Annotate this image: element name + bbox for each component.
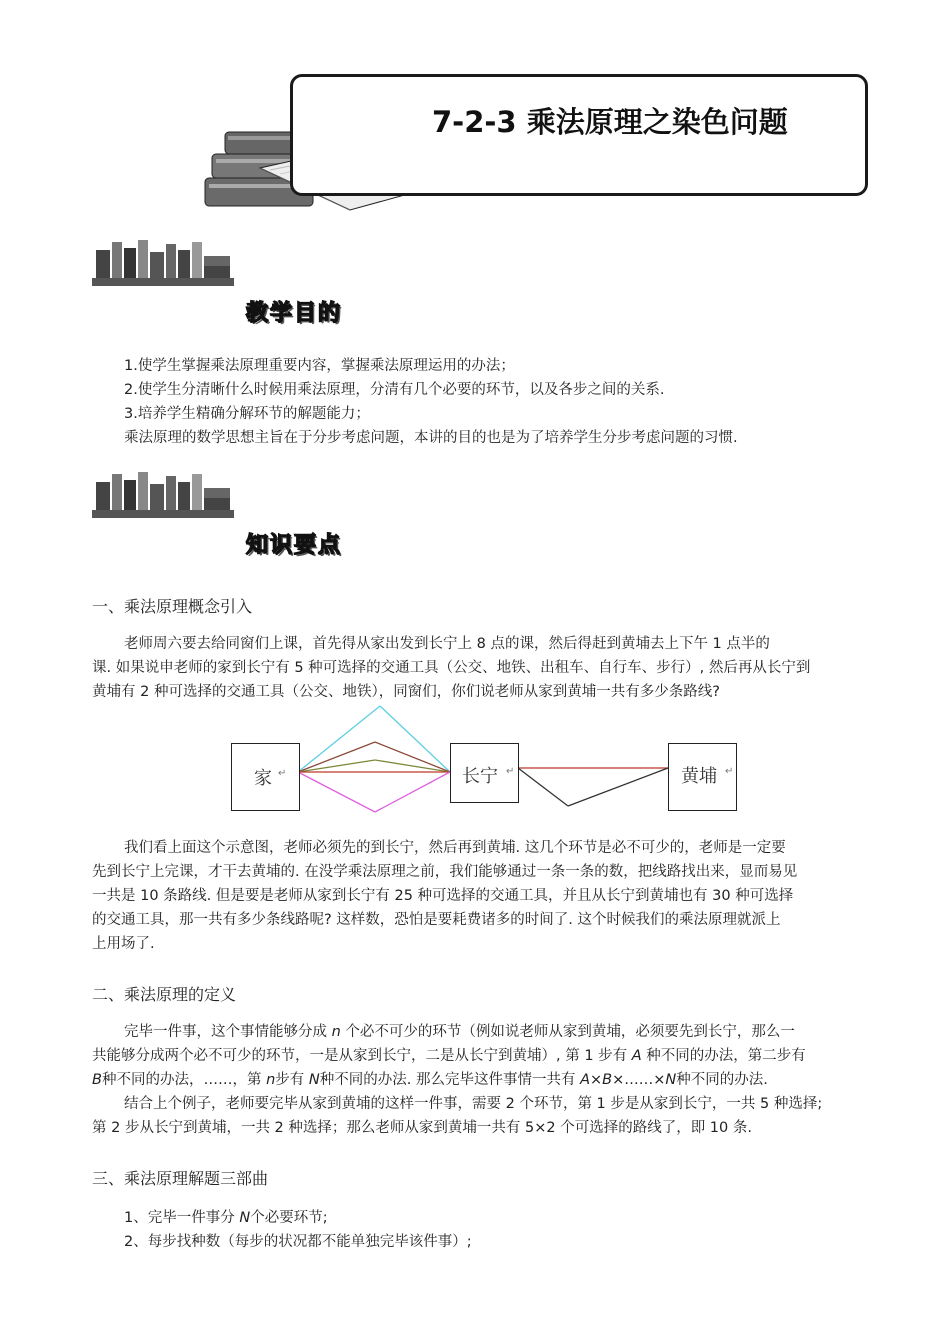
diagram-node-changning: 长宁 ↵: [450, 743, 519, 803]
paragraph-line: 我们看上面这个示意图，老师必须先的到长宁，然后再到黄埔. 这几个环节是必不可少的，老师是一定要: [124, 840, 786, 856]
definition-line: 第 2 步从长宁到黄埔，一共 2 种选择；那么老师从家到黄埔一共有 5×2 个可选择的路线了，即 10 条.: [92, 1120, 752, 1136]
paragraph-line: 课. 如果说申老师的家到长宁有 5 种可选择的交通工具（公交、地铁、出租车、自行车、步行）, 然后再从长宁到: [92, 660, 811, 676]
route-line: [518, 768, 568, 806]
paragraph-line: 先到长宁上完课，才干去黄埔的. 在没学乘法原理之前，我们能够通过一条一条的数，把线路找出来，显而易见: [92, 864, 798, 880]
bookshelf-icon: [92, 238, 234, 290]
objective-line: 乘法原理的数学思想主旨在于分步考虑问题，本讲的目的也是为了培养学生分步考虑问题的习惯.: [124, 430, 738, 446]
part-title: 一、乘法原理概念引入: [92, 597, 253, 616]
objective-line: 3.培养学生精确分解环节的解题能力；: [124, 406, 370, 422]
paragraph-line: 的交通工具，那一共有多少条线路呢? 这样数，恐怕是要耗费诸多的时间了. 这个时候我们的乘法原理就派上: [92, 912, 781, 928]
step-line: 2、每步找种数（每步的状况都不能单独完毕该件事）;: [124, 1234, 472, 1250]
objective-line: 1.使学生掌握乘法原理重要内容，掌握乘法原理运用的办法；: [124, 358, 515, 374]
route-line: [375, 772, 450, 812]
paragraph-line: 老师周六要去给同窗们上课，首先得从家出发到长宁上 8 点的课，然后得赶到黄埔去上下午 1 点半的: [124, 636, 770, 652]
section-heading-key-points: 知识要点: [246, 533, 343, 558]
route-line: [375, 742, 450, 772]
definition-line: 结合上个例子，老师要完毕从家到黄埔的这样一件事，需要 2 个环节，第 1 步是从家到长宁，一共 5 种选择;: [124, 1096, 823, 1112]
definition-line: B种不同的办法，……，第 n步有 N种不同的办法. 那么完毕这件事情一共有 A×B×……×N种不同的办法.: [92, 1072, 768, 1088]
paragraph-line: 一共是 10 条路线. 但是要是老师从家到长宁有 25 种可选择的交通工具，并且从长宁到黄埔也有 30 种可选择: [92, 888, 794, 904]
paragraph-line: 黄埔有 2 种可选择的交通工具（公交、地铁），同窗们，你们说老师从家到黄埔一共有多少条路线?: [92, 684, 720, 700]
route-line: [298, 760, 375, 772]
route-line: [298, 742, 375, 772]
diagram-node-huangpu: 黄埔 ↵: [668, 743, 737, 811]
objective-line: 2.使学生分清晰什么时候用乘法原理，分清有几个必要的环节，以及各步之间的关系.: [124, 382, 665, 398]
page-title: 7-2-3 乘法原理之染色问题: [432, 105, 788, 139]
route-line: [298, 706, 380, 772]
bookshelf-icon: [92, 470, 234, 522]
section-heading-objectives: 教学目的: [246, 301, 343, 326]
diagram-node-home: 家 ↵: [231, 743, 300, 811]
step-line: 1、完毕一件事分 N个必要环节;: [124, 1210, 328, 1226]
part-title: 二、乘法原理的定义: [92, 985, 237, 1004]
definition-line: 共能够分成两个必不可少的环节，一是从家到长宁，二是从长宁到黄埔）, 第 1 步有 A 种不同的办法，第二步有: [92, 1048, 806, 1064]
part-title: 三、乘法原理解题三部曲: [92, 1169, 269, 1188]
paragraph-line: 上用场了.: [92, 936, 155, 952]
route-line: [298, 772, 375, 812]
definition-line: 完毕一件事，这个事情能够分成 n 个必不可少的环节（例如说老师从家到黄埔，必须要先到长宁，那么一: [124, 1024, 795, 1040]
route-line: [568, 768, 668, 806]
